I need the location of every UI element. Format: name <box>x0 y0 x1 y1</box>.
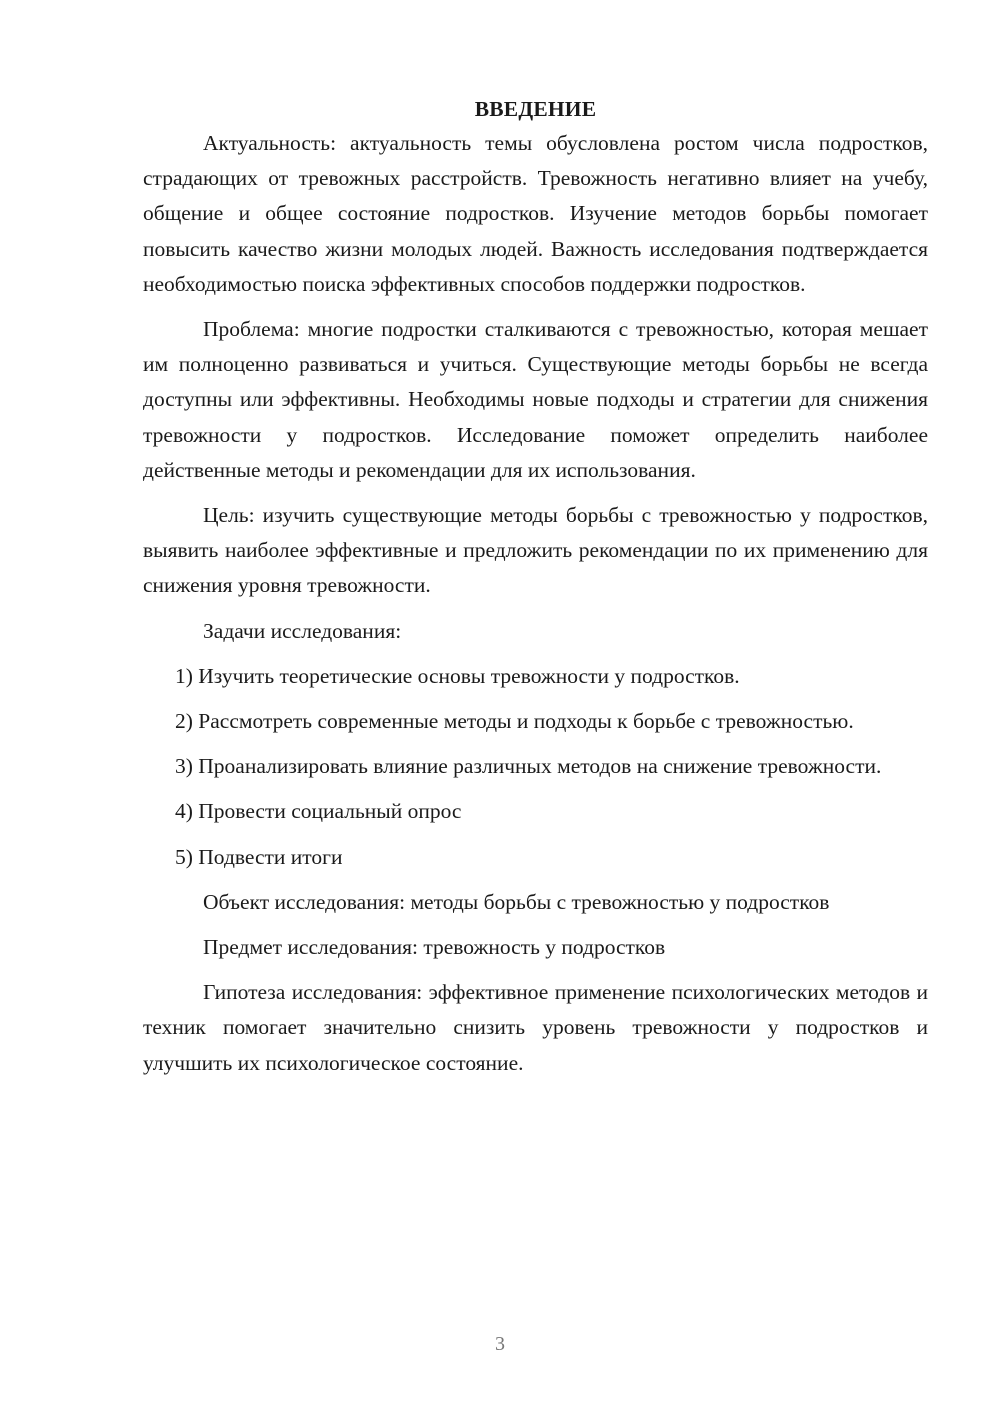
task-item-2: 2) Рассмотреть современные методы и подходы к борьбе с тревожностью. <box>175 709 854 734</box>
paragraph-hypothesis: Гипотеза исследования: эффективное применение психологических методов и техник помогает значительно снизить уровень тревожности у подростков и улучшить их психологическое состояние. <box>143 980 928 1075</box>
task-item-3: 3) Проанализировать влияние различных методов на снижение тревожности. <box>175 754 882 779</box>
paragraph-goal: Цель: изучить существующие методы борьбы с тревожностью у подростков, выявить наиболее эффективные и предложить рекомендации по их применению для снижения уровня тревожности. <box>143 503 928 598</box>
paragraph-problem: Проблема: многие подростки сталкиваются с тревожностью, которая мешает им полноценно развиваться и учиться. Существующие методы борьбы не всегда доступны или эффективны. Необходимы новые подходы и стратегии для снижения тревожности у подростков. Исследование поможет определить наиболее действенные методы и рекомендации для их использования. <box>143 317 928 482</box>
section-title: ВВЕДЕНИЕ <box>474 97 597 121</box>
tasks-heading: Задачи исследования: <box>203 618 402 643</box>
paragraph-subject: Предмет исследования: тревожность у подростков <box>203 935 666 960</box>
task-item-5: 5) Подвести итоги <box>175 844 343 869</box>
paragraph-object: Объект исследования: методы борьбы с тревожностью у подростков <box>203 889 830 914</box>
document-page <box>143 92 928 1081</box>
task-item-4: 4) Провести социальный опрос <box>175 799 462 824</box>
task-item-1: 1) Изучить теоретические основы тревожности у подростков. <box>175 663 740 688</box>
paragraph-relevance: Актуальность: актуальность темы обусловлена ростом числа подростков, страдающих от тревожных расстройств. Тревожность негативно влияет на учебу, общение и общее состояние подростков. Изучение методов борьбы помогает повысить качество жизни молодых людей. Важность исследования подтверждается необходимостью поиска эффективных способов поддержки подростков. <box>143 131 928 296</box>
page-number: 3 <box>495 1333 505 1355</box>
